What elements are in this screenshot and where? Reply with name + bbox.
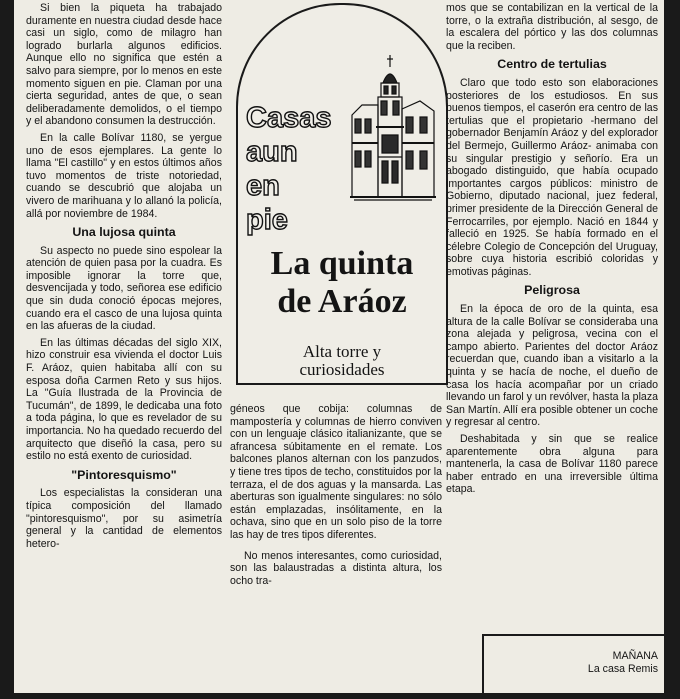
subheadline-line: Alta torre y (302, 342, 382, 361)
subheading: "Pintoresquismo" (71, 467, 177, 482)
kicker-word: aun (246, 136, 298, 168)
next-installment-box (482, 634, 664, 693)
kicker-word: en (246, 170, 280, 202)
headline-arch-panel (236, 3, 448, 385)
paragraph: En las últimas décadas del siglo XIX, hizo construir esa vivienda el doctor Luis F. Aráoz, quien habitaba allí con su esposa doña Carmen Reto y sus hijos. La "Guía Ilustrada de la Provincia de Tucumán", de 1899, le dedicaba una foto a toda página, lo que es revelador de su importancia. No ha quedado recuerdo del arquitecto que diseñó la casa, pero su estilo no está exento de curiosidad. (26, 336, 222, 463)
subheadline (238, 343, 446, 379)
headline (238, 245, 446, 321)
subheading: Centro de tertulias (497, 57, 607, 72)
paragraph: Claro que todo esto son elaboraciones posteriores de los estudiosos. En sus buenos tiempos, el caserón era centro de las tertulias que el propietario -hermano del gobernador Benjamín Aráoz y del explorador del Bermejo, Guillermo Aráoz- animaba con su singular prestigio y señorío. Era un abogado distinguido, que había ocupado importantes cargos públicos: ministro de Gobierno, diputado nacional, juez federal, primer presidente de la Dirección General de Ferrocarriles, por ejemplo. Nació en 1844 y falleció en 1925. Se había formado en el célebre Colegio de Concepción del Uruguay, sobre cuya historia escribió coloridas y emotivas páginas. (446, 76, 658, 278)
paragraph: mos que se contabilizan en la vertical de la torre, o la extraña distribución, al sesgo, de la escalera del pórtico y las dos columnas que la reciben. (446, 2, 658, 52)
paragraph: En la calle Bolívar 1180, se yergue uno de esos ejemplares. La gente lo llama "El castillo" y en estos últimos años tuvo momentos de triste notoriedad, cuando se descubrió que alojaba un vivero de marihuana y lo allanó la policía, allá por noviembre de 1984. (26, 131, 222, 220)
article-column-3 (446, 2, 658, 500)
newspaper-page (14, 0, 664, 693)
subheading: Peligrosa (524, 283, 580, 298)
article-column-1 (26, 2, 222, 554)
paragraph: géneos que cobija: columnas de mampostería y columnas de hierro conviven con un lenguaje clásico italianizante, que se afrancesa súbitamente en el remate. Los balcones planos alternan con los panzudos, y tiene tres tipos de techo, constituidos por la terraza, el de dos aguas y la mansarda. Las aberturas son igualmente singulares: no sólo están emplazadas, insólitamente, en la ochava, sino que en un solo piso de la torre las hay de tres tipos diferentes. (230, 403, 442, 541)
next-label: MAÑANA (612, 650, 658, 662)
next-title: La casa Remis (587, 663, 658, 675)
tower-house-drawing-icon (350, 53, 436, 203)
paragraph: Deshabitada y sin que se realice aparentemente obra alguna para mantenerla, la casa de Bolívar 1180 parece haber entrado en una irreversible última etapa. (446, 433, 658, 496)
kicker-word: pie (246, 204, 288, 236)
headline-line: de Aráoz (277, 283, 407, 320)
paragraph: No menos interesantes, como curiosidad, son las balaustradas a distinta altura, los ocho tra- (230, 549, 442, 587)
paragraph: Su aspecto no puede sino espolear la atención de quien pasa por la cuadra. Es imposible ignorar la torre que, desvencijada y todo, señorea ese edificio que sin duda conoció épocas mejores, cuando era el casco de una lujosa quinta en las afueras de la ciudad. (26, 244, 222, 333)
paragraph: Los especialistas la consideran una típica composición del llamado "pintoresquismo", por su asimetría general y la cantidad de elementos hetero- (26, 487, 222, 550)
series-kicker (246, 101, 346, 237)
article-column-2 (230, 403, 442, 591)
paragraph: En la época de oro de la quinta, esa altura de la calle Bolívar se consideraba una zona alejada y peligrosa, vecina con el campo abierto. Parientes del doctor Aráoz recuerdan que, cuando iban a visitarlo a la quinta y se hacía de noche, el dueño de casa los hacía acompañar por un criado llevando un farol y un revólver, hasta la plaza San Martín. Allí era posible obtener un coche y regresar al centro. (446, 303, 659, 429)
subheading: Una lujosa quinta (72, 225, 176, 240)
paragraph: Si bien la piqueta ha trabajado duramente en nuestra ciudad desde hace casi un siglo, como de milagro han logrado burlarla algunos edificios. Aunque ello no significa que estén a salvo para siempre, por lo menos en este momento siguen en pie. Claman por una cierta seguridad, antes de que, o sean deliberadamente demolidos, o el tiempo y el abandono consumen la destrucción. (26, 2, 222, 128)
kicker-word: Casas (246, 102, 332, 134)
subheadline-line: curiosidades (299, 360, 385, 379)
headline-line: La quinta (270, 245, 414, 282)
